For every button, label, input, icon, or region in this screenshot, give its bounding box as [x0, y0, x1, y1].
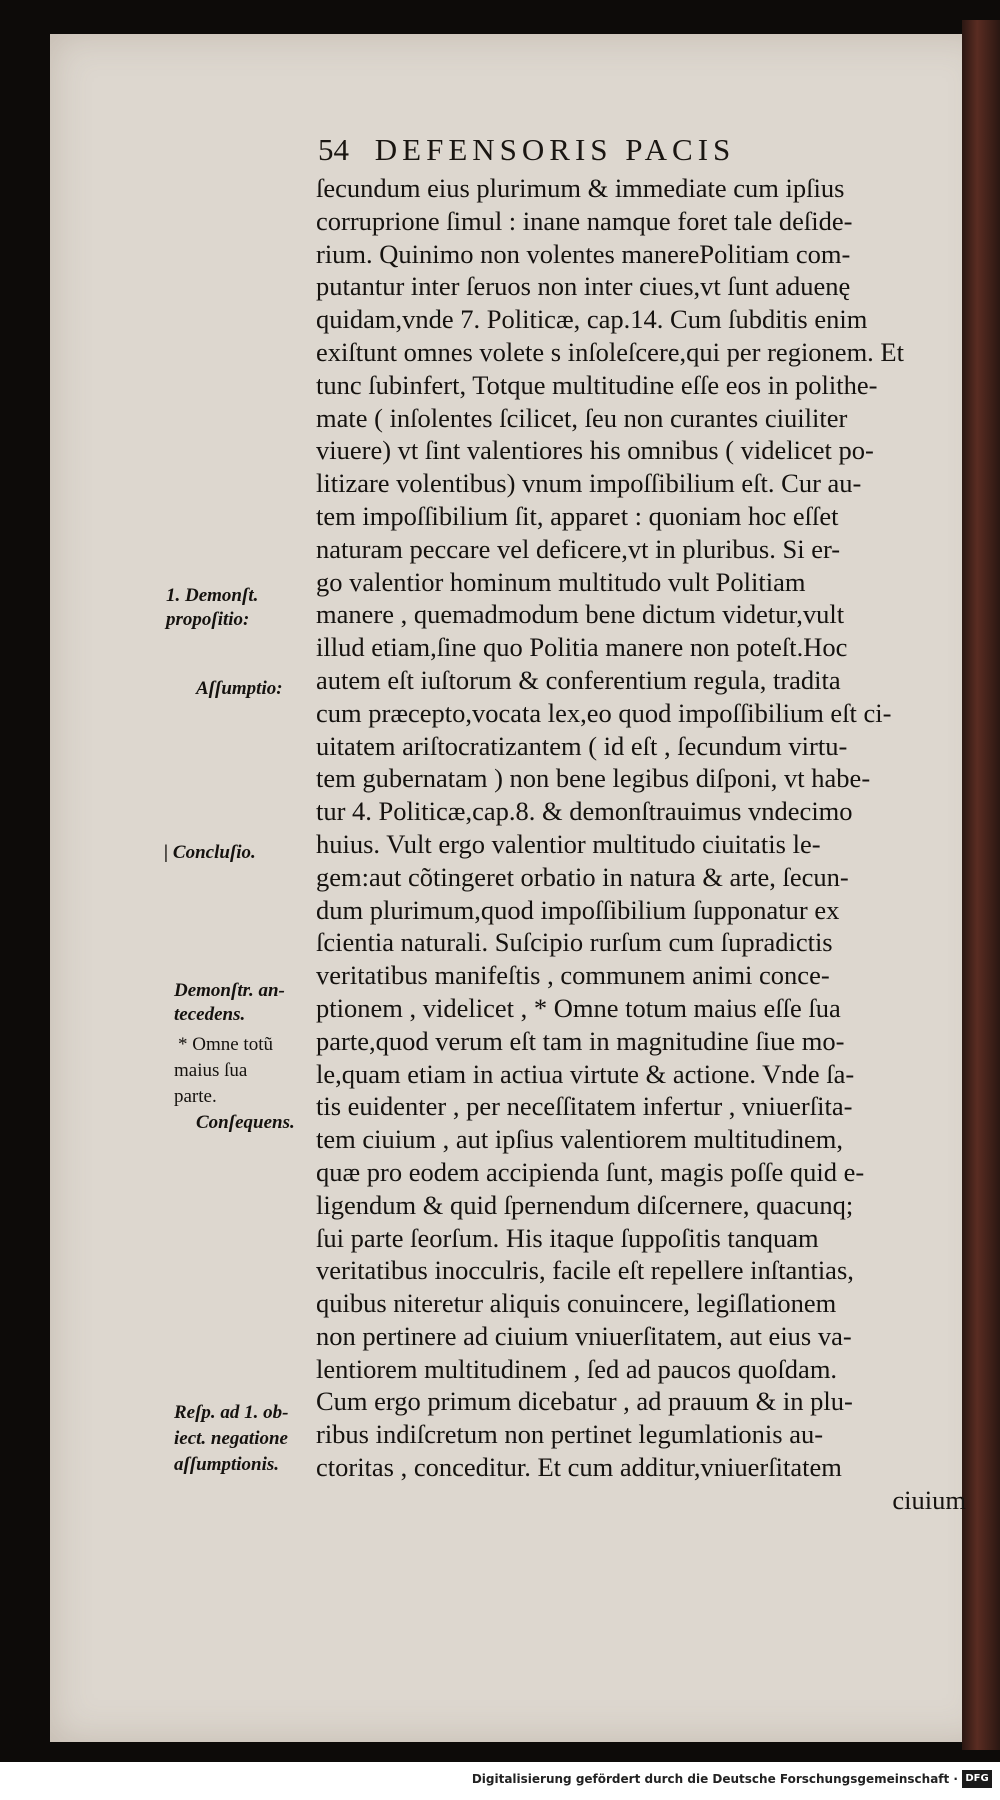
margin-note: propoſitio:	[166, 609, 250, 630]
margin-note: Aſſumptio:	[196, 678, 283, 699]
text-line: dum plurimum,quod impoſſibilium ſupponatur ex	[316, 894, 840, 925]
margin-note: aſſumptionis.	[174, 1454, 280, 1475]
text-line: lentiorem multitudinem , ſed ad paucos quoſdam.	[316, 1353, 838, 1384]
text-line: uitatem ariſtocratizantem ( id eſt , ſecundum virtu-	[316, 730, 848, 761]
digitization-footer	[0, 1762, 1000, 1800]
text-line: tis euidenter , per neceſſitatem infertur , vniuerſita-	[316, 1091, 853, 1122]
text-line: ſui parte ſeorſum. His itaque ſuppoſitis tanquam	[316, 1222, 819, 1253]
margin-note: parte.	[174, 1086, 217, 1107]
text-line: cum præcepto,vocata lex,eo quod impoſſibilium eſt ci-	[316, 697, 892, 728]
book-spine	[962, 20, 1000, 1750]
text-line: veritatibus inocculris, facile eſt repellere inſtantias,	[316, 1255, 854, 1286]
text-line: tunc ſubinfert, Totque multitudine eſſe eos in polithe-	[316, 369, 878, 400]
text-line: parte,quod verum eſt tam in magnitudine ſiue mo-	[316, 1025, 845, 1056]
margin-note: tecedens.	[174, 1004, 246, 1025]
text-line: manere , quemadmodum bene dictum videtur,vult	[316, 599, 845, 630]
margin-note: | Concluſio.	[164, 842, 256, 863]
text-line: go valentior hominum multitudo vult Politiam	[316, 566, 806, 597]
text-line: ſecundum eius plurimum & immediate cum ipſius	[316, 173, 845, 203]
text-line: litizare volentibus) vnum impoſſibilium eſt. Cur au-	[316, 468, 862, 499]
text-line: autem eſt iuſtorum & conferentium regula, tradita	[316, 664, 841, 695]
footer-credit: Digitalisierung gefördert durch die Deutsche Forschungsgemeinschaft ·	[471, 1772, 958, 1786]
text-line: rium. Quinimo non volentes manerePolitiam com-	[316, 238, 851, 269]
text-line: corruprione ſimul : inane namque foret tale deſide-	[316, 205, 853, 236]
text-line: veritatibus manifeſtis , communem animi conce-	[316, 960, 830, 991]
margin-note: iect. negatione	[174, 1428, 288, 1449]
dfg-logo-icon: DFG	[962, 1770, 992, 1788]
margin-note: Demonſtr. an-	[174, 980, 285, 1001]
text-line: ligendum & quid ſpernendum diſcernere, quacunq;	[316, 1189, 854, 1220]
text-line: tem gubernatam ) non bene legibus diſponi, vt habe-	[316, 763, 871, 794]
running-header	[318, 132, 735, 168]
text-line: non pertinere ad ciuium vniuerſitatem, aut eius va-	[316, 1320, 852, 1351]
text-line: quidam,vnde 7. Politicæ, cap.14. Cum ſubditis enim	[316, 304, 868, 335]
text-line: viuere) vt ſint valentiores his omnibus ( videlicet po-	[316, 435, 874, 466]
margin-note: Reſp. ad 1. ob-	[174, 1402, 289, 1423]
text-line: huius. Vult ergo valentior multitudo ciuitatis le-	[316, 828, 821, 859]
margin-note: maius ſua	[174, 1060, 248, 1081]
text-line: gem:aut cõtingeret orbatio in natura & arte, ſecun-	[316, 861, 849, 892]
text-line: ctoritas , conceditur. Et cum additur,vniuerſitatem	[316, 1452, 842, 1483]
text-line: quibus niteretur aliquis conuincere, legiſlationem	[316, 1288, 837, 1319]
catchword: ciuium	[892, 1484, 966, 1515]
text-line: Cum ergo primum dicebatur , ad prauum & in plu-	[316, 1386, 853, 1417]
text-line: ribus indiſcretum non pertinet legumlationis au-	[316, 1419, 824, 1450]
text-line: exiſtunt omnes volete s inſoleſcere,qui per regionem. Et	[316, 336, 904, 367]
text-line: mate ( inſolentes ſcilicet, ſeu non curantes ciuiliter	[316, 402, 848, 433]
text-line: putantur inter ſeruos non inter ciues,vt ſunt aduenę	[316, 271, 851, 302]
text-line: le,quam etiam in actiua virtute & actione. Vnde ſa-	[316, 1058, 855, 1089]
margin-note: Conſequens.	[196, 1112, 295, 1133]
text-line: quæ pro eodem accipienda ſunt, magis poſſe quid e-	[316, 1156, 865, 1187]
main-text-block	[316, 172, 966, 1517]
text-line: illud etiam,ſine quo Politia manere non poteſt.Hoc	[316, 632, 848, 663]
text-line: ſcientia naturali. Suſcipio rurſum cum ſupradictis	[316, 927, 833, 958]
text-line: tem ciuium , aut ipſius valentiorem multitudinem,	[316, 1124, 843, 1155]
text-line: tur 4. Politicæ,cap.8. & demonſtrauimus vndecimo	[316, 796, 853, 827]
margin-note: * Omne totũ	[178, 1034, 273, 1055]
text-line: naturam peccare vel deficere,vt in pluribus. Si er-	[316, 533, 841, 564]
page-number: 54	[318, 132, 349, 167]
text-line: tem impoſſibilium ſit, apparet : quoniam hoc eſſet	[316, 500, 839, 531]
text-line: ptionem , videlicet , * Omne totum maius eſſe ſua	[316, 992, 841, 1023]
margin-note: 1. Demonſt.	[166, 585, 259, 606]
running-title: DEFENSORIS PACIS	[374, 132, 736, 167]
